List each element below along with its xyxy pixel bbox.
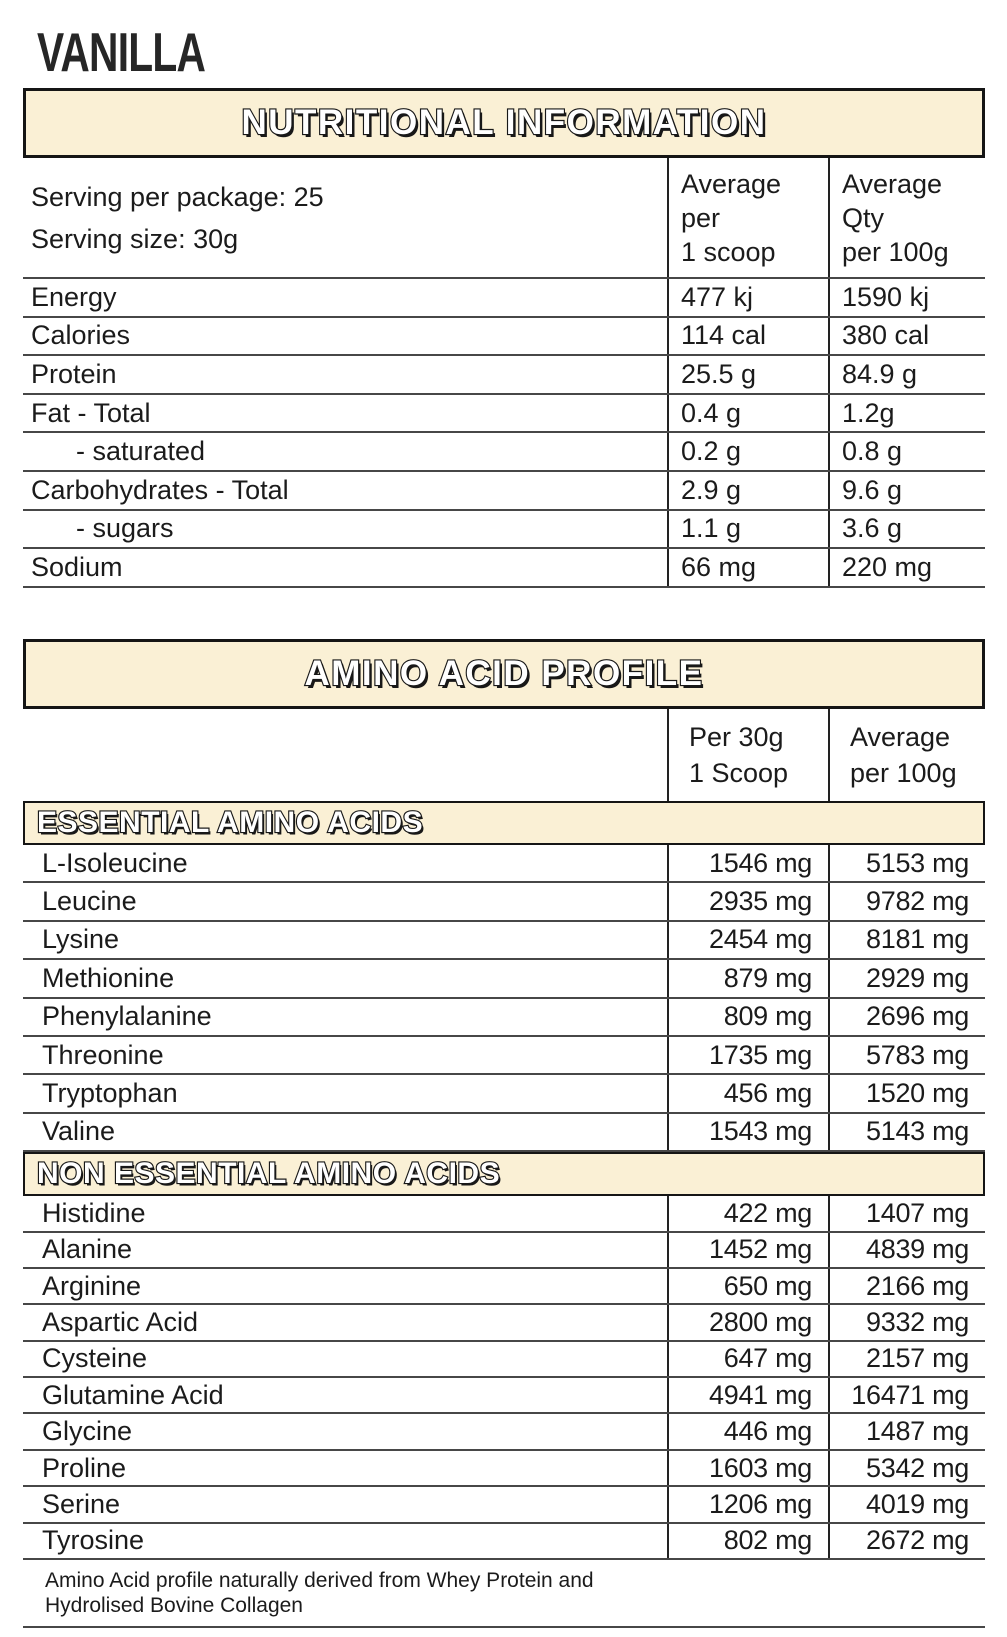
value-per-100g: 0.8 g	[842, 436, 903, 467]
row-label: Cysteine	[42, 1343, 148, 1374]
table-row	[23, 279, 985, 318]
value-per-100g: 9.6 g	[842, 474, 903, 505]
section-banner-label: ESSENTIAL AMINO ACIDS	[37, 806, 424, 839]
bottom-divider	[23, 1626, 985, 1628]
table-row	[23, 1233, 985, 1269]
value-per-scoop: 1206 mg	[709, 1488, 812, 1519]
row-label: Sodium	[31, 551, 123, 582]
table-row	[23, 999, 985, 1037]
row-label: Serine	[42, 1488, 121, 1519]
value-per-scoop: 4941 mg	[709, 1379, 812, 1410]
value-per-scoop: 114 cal	[681, 320, 767, 351]
row-label: Energy	[31, 281, 117, 312]
row-label: Histidine	[42, 1197, 146, 1228]
row-label: Valine	[42, 1116, 116, 1147]
amino-header-band	[23, 639, 985, 709]
table-row	[23, 922, 985, 960]
table-row	[23, 1451, 985, 1487]
value-per-100g: 2157 mg	[866, 1343, 969, 1374]
table-row	[23, 433, 985, 472]
value-per-100g: 9332 mg	[866, 1306, 969, 1337]
value-per-100g: 2166 mg	[866, 1270, 969, 1301]
row-label: Glycine	[42, 1416, 133, 1447]
row-label: Aspartic Acid	[42, 1306, 199, 1337]
page-title: VANILLA	[37, 21, 206, 83]
footnote	[23, 1560, 985, 1618]
value-per-scoop: 422 mg	[723, 1197, 812, 1228]
nutrition-table-header-row	[23, 158, 985, 279]
value-per-100g: 16471 mg	[851, 1379, 969, 1410]
value-per-scoop: 809 mg	[723, 1001, 812, 1032]
nutrition-header-band	[23, 88, 985, 158]
value-per-scoop: 456 mg	[723, 1078, 812, 1109]
table-row	[23, 1378, 985, 1414]
amino-acid-table	[23, 639, 985, 1628]
value-per-scoop: 1546 mg	[709, 847, 812, 878]
amino-column-header-per-scoop: Per 30g 1 Scoop	[667, 709, 828, 801]
value-per-scoop: 0.4 g	[681, 397, 742, 428]
row-label: Leucine	[42, 886, 137, 917]
value-per-scoop: 2454 mg	[709, 924, 812, 955]
value-per-100g: 4019 mg	[866, 1488, 969, 1519]
table-row	[23, 1269, 985, 1305]
row-label: Proline	[42, 1452, 127, 1483]
row-label: Arginine	[42, 1270, 142, 1301]
value-per-100g: 2672 mg	[866, 1525, 969, 1556]
table-row	[23, 1487, 985, 1523]
value-per-scoop: 650 mg	[723, 1270, 812, 1301]
column-header-per-scoop: Average per 1 scoop	[667, 158, 828, 277]
table-row	[23, 960, 985, 998]
value-per-100g: 380 cal	[842, 320, 930, 351]
value-per-100g: 1407 mg	[866, 1197, 969, 1228]
footnote-line: Hydrolised Bovine Collagen	[45, 1594, 303, 1618]
table-row	[23, 1114, 985, 1152]
value-per-100g: 5342 mg	[866, 1452, 969, 1483]
amino-column-header-per-100g: Average per 100g	[828, 709, 985, 801]
value-per-100g: 84.9 g	[842, 358, 918, 389]
row-label: Methionine	[42, 962, 175, 993]
value-per-scoop: 0.2 g	[681, 436, 742, 467]
table-row	[23, 511, 985, 550]
value-per-scoop: 1735 mg	[709, 1039, 812, 1070]
table-row	[23, 1305, 985, 1341]
row-label: Tryptophan	[42, 1078, 178, 1109]
nutrition-table-body	[23, 279, 985, 588]
row-label: Protein	[31, 358, 117, 389]
row-label: Fat - Total	[31, 397, 151, 428]
value-per-scoop: 2800 mg	[709, 1306, 812, 1337]
value-per-scoop: 1.1 g	[681, 513, 742, 544]
value-per-100g: 2696 mg	[866, 1001, 969, 1032]
table-row	[23, 318, 985, 357]
footnote-line: Amino Acid profile naturally derived from Whey Protein and	[45, 1569, 594, 1593]
value-per-100g: 1590 kj	[842, 281, 930, 312]
value-per-scoop: 1603 mg	[709, 1452, 812, 1483]
amino-header: AMINO ACID PROFILE	[304, 654, 704, 693]
row-label: Alanine	[42, 1234, 133, 1265]
row-label: - sugars	[76, 513, 174, 544]
row-label: Threonine	[42, 1039, 164, 1070]
table-row	[23, 472, 985, 511]
value-per-100g: 1520 mg	[866, 1078, 969, 1109]
nutrition-table	[23, 88, 985, 588]
value-per-scoop: 25.5 g	[681, 358, 757, 389]
table-row	[23, 1075, 985, 1113]
value-per-scoop: 1452 mg	[709, 1234, 812, 1265]
value-per-scoop: 477 kj	[681, 281, 754, 312]
row-label: Lysine	[42, 924, 120, 955]
value-per-100g: 2929 mg	[866, 962, 969, 993]
row-label: Carbohydrates - Total	[31, 474, 289, 505]
table-row	[23, 395, 985, 434]
value-per-scoop: 879 mg	[723, 962, 812, 993]
column-header-per-100g: Average Qty per 100g	[828, 158, 985, 277]
value-per-100g: 1487 mg	[866, 1416, 969, 1447]
value-per-scoop: 2935 mg	[709, 886, 812, 917]
value-per-100g: 3.6 g	[842, 513, 903, 544]
value-per-scoop: 446 mg	[723, 1416, 812, 1447]
amino-header-spacer	[23, 709, 667, 801]
row-label: Glutamine Acid	[42, 1379, 224, 1410]
row-label: Calories	[31, 320, 131, 351]
table-row	[23, 883, 985, 921]
table-row	[23, 356, 985, 395]
table-row	[23, 1524, 985, 1560]
value-per-scoop: 66 mg	[681, 551, 757, 582]
section-banner	[23, 801, 985, 845]
table-row	[23, 1414, 985, 1450]
section-banner-label: NON ESSENTIAL AMINO ACIDS	[37, 1157, 501, 1191]
nutrition-header: NUTRITIONAL INFORMATION	[241, 103, 767, 142]
table-row	[23, 1196, 985, 1232]
table-row	[23, 845, 985, 883]
value-per-scoop: 1543 mg	[709, 1116, 812, 1147]
amino-table-body	[23, 801, 985, 1560]
value-per-100g: 1.2g	[842, 397, 895, 428]
table-row	[23, 1342, 985, 1378]
value-per-scoop: 2.9 g	[681, 474, 742, 505]
section-banner	[23, 1152, 985, 1196]
value-per-100g: 8181 mg	[866, 924, 969, 955]
row-label: L-Isoleucine	[42, 847, 188, 878]
table-row	[23, 549, 985, 588]
row-label: - saturated	[76, 436, 206, 467]
value-per-100g: 220 mg	[842, 551, 933, 582]
value-per-100g: 9782 mg	[866, 886, 969, 917]
table-row	[23, 1037, 985, 1075]
serving-per-package: Serving per package: 25	[31, 181, 324, 212]
value-per-scoop: 647 mg	[723, 1343, 812, 1374]
value-per-100g: 5143 mg	[866, 1116, 969, 1147]
row-label: Tyrosine	[42, 1525, 145, 1556]
value-per-100g: 4839 mg	[866, 1234, 969, 1265]
value-per-scoop: 802 mg	[723, 1525, 812, 1556]
serving-size: Serving size: 30g	[31, 223, 239, 254]
amino-table-header-row	[23, 709, 985, 801]
value-per-100g: 5153 mg	[866, 847, 969, 878]
value-per-100g: 5783 mg	[866, 1039, 969, 1070]
row-label: Phenylalanine	[42, 1001, 212, 1032]
serving-info	[23, 158, 667, 277]
